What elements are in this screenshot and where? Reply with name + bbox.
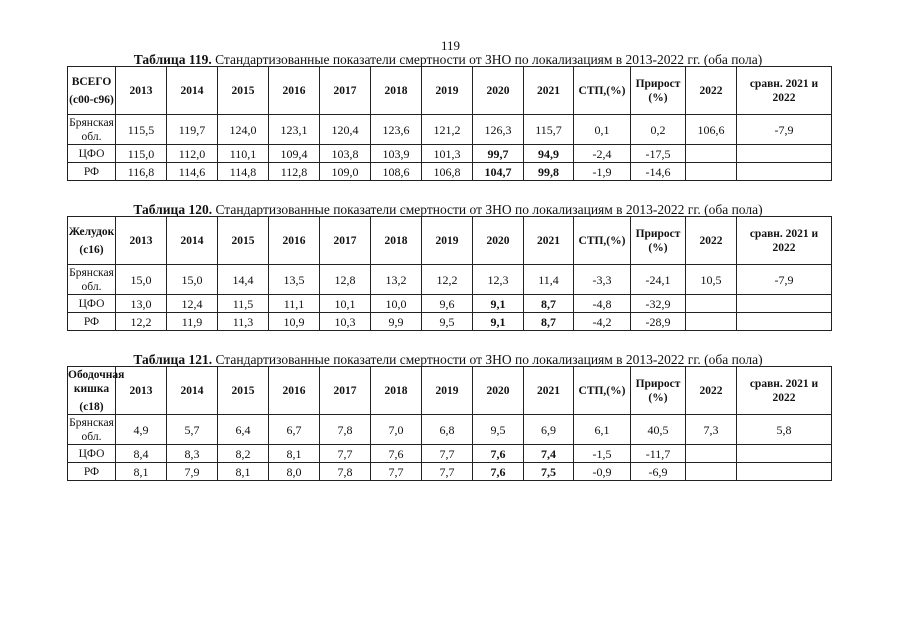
table-row <box>68 295 832 313</box>
table-row <box>68 115 832 145</box>
value-cell: 8,1 <box>218 463 269 481</box>
value-cell: -3,3 <box>574 265 631 295</box>
value-cell: 7,7 <box>422 445 473 463</box>
value-cell: 7,4 <box>524 445 574 463</box>
value-cell: 119,7 <box>167 115 218 145</box>
column-header: 2015 <box>218 367 269 415</box>
value-cell: 40,5 <box>631 415 686 445</box>
value-cell: 101,3 <box>422 145 473 163</box>
data-table <box>67 66 832 181</box>
value-cell: 10,9 <box>269 313 320 331</box>
value-cell: 94,9 <box>524 145 574 163</box>
value-cell: 114,8 <box>218 163 269 181</box>
value-cell: -24,1 <box>631 265 686 295</box>
column-header: 2019 <box>422 217 473 265</box>
value-cell: 0,2 <box>631 115 686 145</box>
value-cell: 0,1 <box>574 115 631 145</box>
value-cell: 11,1 <box>269 295 320 313</box>
table-title-bold: Таблица 119. <box>133 52 212 67</box>
label-line-2: (с16) <box>79 243 104 256</box>
value-cell: 11,3 <box>218 313 269 331</box>
value-cell: 8,4 <box>116 445 167 463</box>
value-cell: 6,7 <box>269 415 320 445</box>
data-table <box>67 216 832 331</box>
region-cell: РФ <box>68 463 116 481</box>
value-cell <box>737 295 832 313</box>
region-cell: Брянская обл. <box>69 116 114 143</box>
label-line-1: Желудок <box>68 225 115 238</box>
row-label-header <box>68 367 125 415</box>
value-cell: 124,0 <box>218 115 269 145</box>
value-cell: -7,9 <box>737 115 832 145</box>
value-cell: 11,9 <box>167 313 218 331</box>
row-label-header <box>68 67 116 115</box>
value-cell: 114,6 <box>167 163 218 181</box>
table-row <box>68 145 832 163</box>
value-cell: 123,6 <box>371 115 422 145</box>
value-cell: -6,9 <box>631 463 686 481</box>
table-row <box>68 415 832 445</box>
value-cell: 106,8 <box>422 163 473 181</box>
value-cell: 8,3 <box>167 445 218 463</box>
column-header: 2015 <box>218 217 269 265</box>
value-cell: 109,0 <box>320 163 371 181</box>
value-cell: -28,9 <box>631 313 686 331</box>
value-cell: 7,6 <box>473 463 524 481</box>
column-header: 2016 <box>269 67 320 115</box>
column-header: 2018 <box>371 67 422 115</box>
column-header: 2013 <box>116 217 167 265</box>
value-cell: 103,9 <box>371 145 422 163</box>
value-cell <box>737 445 832 463</box>
column-header: Прирост (%) <box>631 217 686 265</box>
column-header: 2020 <box>473 217 524 265</box>
value-cell: 7,5 <box>524 463 574 481</box>
value-cell: 15,0 <box>116 265 167 295</box>
value-cell: 7,8 <box>320 415 371 445</box>
value-cell <box>686 163 737 181</box>
value-cell: 9,5 <box>422 313 473 331</box>
value-cell: -4,8 <box>574 295 631 313</box>
value-cell: 6,8 <box>422 415 473 445</box>
page-number: 119 <box>440 38 461 53</box>
column-header: 2013 <box>116 367 167 415</box>
region-cell: ЦФО <box>68 145 116 163</box>
column-header: 2022 <box>686 217 737 265</box>
column-header: 2021 <box>524 367 574 415</box>
column-header: сравн. 2021 и 2022 <box>737 367 832 415</box>
table-header-row <box>68 217 832 265</box>
value-cell <box>737 313 832 331</box>
column-header: СТП,(%) <box>574 67 631 115</box>
table-title-bold: Таблица 121. <box>133 352 213 367</box>
value-cell <box>737 145 832 163</box>
value-cell: 8,1 <box>269 445 320 463</box>
value-cell: 13,5 <box>269 265 320 295</box>
value-cell: 108,6 <box>371 163 422 181</box>
column-header: Прирост (%) <box>631 67 686 115</box>
value-cell: -2,4 <box>574 145 631 163</box>
value-cell: -11,7 <box>631 445 686 463</box>
column-header: 2014 <box>167 67 218 115</box>
value-cell: 112,0 <box>167 145 218 163</box>
column-header: 2014 <box>167 367 218 415</box>
value-cell: 8,0 <box>269 463 320 481</box>
value-cell <box>686 295 737 313</box>
column-header: 2017 <box>320 367 371 415</box>
value-cell: 104,7 <box>473 163 524 181</box>
column-header: СТП,(%) <box>574 367 631 415</box>
value-cell: 9,1 <box>473 295 524 313</box>
value-cell: 120,4 <box>320 115 371 145</box>
column-header: 2017 <box>320 217 371 265</box>
value-cell: 7,6 <box>371 445 422 463</box>
column-header: 2016 <box>269 217 320 265</box>
value-cell: 7,7 <box>422 463 473 481</box>
value-cell <box>737 163 832 181</box>
value-cell: 10,3 <box>320 313 371 331</box>
value-cell <box>686 463 737 481</box>
column-header: 2021 <box>524 67 574 115</box>
value-cell: -1,5 <box>574 445 631 463</box>
region-cell: Брянская обл. <box>69 416 114 443</box>
value-cell: 8,7 <box>524 295 574 313</box>
column-header: 2022 <box>686 67 737 115</box>
value-cell: 115,0 <box>116 145 167 163</box>
value-cell: -32,9 <box>631 295 686 313</box>
column-header: 2019 <box>422 67 473 115</box>
value-cell: 99,8 <box>524 163 574 181</box>
table-row <box>68 463 832 481</box>
table-title-text: Стандартизованные показатели смертности от ЗНО по локализациям в 2013-2022 гг. (оба пола) <box>212 202 763 217</box>
value-cell <box>686 313 737 331</box>
value-cell: 9,9 <box>371 313 422 331</box>
value-cell: -1,9 <box>574 163 631 181</box>
value-cell: 106,6 <box>686 115 737 145</box>
table-title-bold: Таблица 120. <box>133 202 213 217</box>
label-line-2: (с00-с96) <box>69 93 114 106</box>
value-cell <box>686 145 737 163</box>
data-table <box>67 366 832 481</box>
table-row <box>68 313 832 331</box>
value-cell: -4,2 <box>574 313 631 331</box>
table-row <box>68 163 832 181</box>
table-row <box>68 265 832 295</box>
value-cell: 7,0 <box>371 415 422 445</box>
region-cell: РФ <box>68 313 116 331</box>
value-cell <box>737 463 832 481</box>
column-header: 2018 <box>371 217 422 265</box>
value-cell: 7,6 <box>473 445 524 463</box>
value-cell: 9,6 <box>422 295 473 313</box>
region-cell: ЦФО <box>68 295 116 313</box>
column-header: 2019 <box>422 367 473 415</box>
value-cell: -14,6 <box>631 163 686 181</box>
column-header: СТП,(%) <box>574 217 631 265</box>
value-cell: 4,9 <box>116 415 167 445</box>
column-header: 2020 <box>473 367 524 415</box>
value-cell: 126,3 <box>473 115 524 145</box>
value-cell: 12,4 <box>167 295 218 313</box>
value-cell: 5,7 <box>167 415 218 445</box>
value-cell: 8,7 <box>524 313 574 331</box>
value-cell: 10,0 <box>371 295 422 313</box>
value-cell: 6,4 <box>218 415 269 445</box>
column-header: 2014 <box>167 217 218 265</box>
value-cell: 12,8 <box>320 265 371 295</box>
label-line-2: (с18) <box>79 400 104 413</box>
value-cell: 8,1 <box>116 463 167 481</box>
value-cell <box>686 445 737 463</box>
table-header-row <box>68 367 832 415</box>
value-cell: 11,5 <box>218 295 269 313</box>
value-cell: 13,0 <box>116 295 167 313</box>
value-cell: 8,2 <box>218 445 269 463</box>
table-header-row <box>68 67 832 115</box>
region-cell: Брянская обл. <box>69 266 114 293</box>
value-cell: -7,9 <box>737 265 832 295</box>
column-header: 2022 <box>686 367 737 415</box>
value-cell: 121,2 <box>422 115 473 145</box>
label-line-1: Ободочная кишка <box>68 368 125 395</box>
value-cell: 12,3 <box>473 265 524 295</box>
value-cell: 7,3 <box>686 415 737 445</box>
region-cell: ЦФО <box>68 445 116 463</box>
value-cell: 115,5 <box>116 115 167 145</box>
column-header: 2021 <box>524 217 574 265</box>
column-header: 2015 <box>218 67 269 115</box>
table-row <box>68 445 832 463</box>
value-cell: 103,8 <box>320 145 371 163</box>
value-cell: 9,5 <box>473 415 524 445</box>
value-cell: 12,2 <box>116 313 167 331</box>
value-cell: 6,9 <box>524 415 574 445</box>
column-header: 2020 <box>473 67 524 115</box>
column-header: 2018 <box>371 367 422 415</box>
column-header: 2017 <box>320 67 371 115</box>
value-cell: -0,9 <box>574 463 631 481</box>
column-header: 2016 <box>269 367 320 415</box>
value-cell: 13,2 <box>371 265 422 295</box>
value-cell: 7,9 <box>167 463 218 481</box>
value-cell: 7,7 <box>371 463 422 481</box>
column-header: Прирост (%) <box>631 367 686 415</box>
column-header: сравн. 2021 и 2022 <box>737 67 832 115</box>
value-cell: 11,4 <box>524 265 574 295</box>
value-cell: 123,1 <box>269 115 320 145</box>
value-cell: 10,1 <box>320 295 371 313</box>
value-cell: 9,1 <box>473 313 524 331</box>
column-header: сравн. 2021 и 2022 <box>737 217 832 265</box>
value-cell: 12,2 <box>422 265 473 295</box>
column-header: 2013 <box>116 67 167 115</box>
row-label-header <box>68 217 116 265</box>
value-cell: 115,7 <box>524 115 574 145</box>
value-cell: 110,1 <box>218 145 269 163</box>
label-line-1: ВСЕГО <box>71 75 112 88</box>
value-cell: 5,8 <box>737 415 832 445</box>
value-cell: 112,8 <box>269 163 320 181</box>
value-cell: 7,8 <box>320 463 371 481</box>
value-cell: 15,0 <box>167 265 218 295</box>
value-cell: 6,1 <box>574 415 631 445</box>
region-cell: РФ <box>68 163 116 181</box>
table-title-text: Стандартизованные показатели смертности от ЗНО по локализациям в 2013-2022 гг. (оба пола) <box>211 52 763 67</box>
table-title-text: Стандартизованные показатели смертности от ЗНО по локализациям в 2013-2022 гг. (оба пола) <box>212 352 763 367</box>
value-cell: 7,7 <box>320 445 371 463</box>
value-cell: -17,5 <box>631 145 686 163</box>
value-cell: 116,8 <box>116 163 167 181</box>
value-cell: 14,4 <box>218 265 269 295</box>
value-cell: 99,7 <box>473 145 524 163</box>
value-cell: 109,4 <box>269 145 320 163</box>
value-cell: 10,5 <box>686 265 737 295</box>
